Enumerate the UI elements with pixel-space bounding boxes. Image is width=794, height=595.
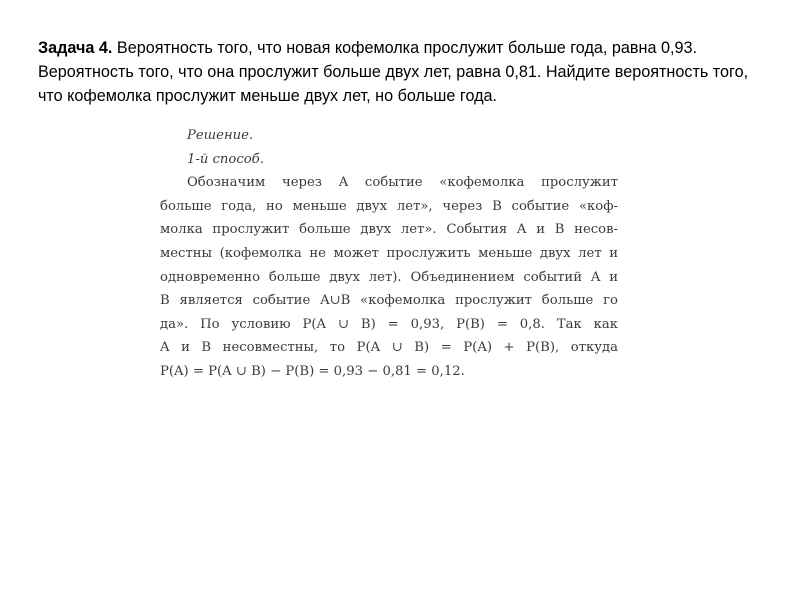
- solution-scan: [160, 124, 618, 384]
- solution-line: да». По условию P(A ∪ B) = 0,93, P(B) = 0,8. Так как: [160, 316, 618, 332]
- solution-method: 1-й способ.: [187, 151, 264, 167]
- solution-line: больше года, но меньше двух лет», через B событие «коф-: [160, 198, 618, 214]
- solution-line: местны (кофемолка не может прослужить меньше двух лет и: [160, 245, 618, 261]
- solution-line: одновременно больше двух лет). Объединением событий A и: [160, 269, 618, 285]
- problem-text: Вероятность того, что новая кофемолка прослужит больше года, равна 0,93. Вероятность того, что она прослужит больше двух лет, равна 0,81. Найдите вероятность того, что кофемолка прослужит меньше двух лет, но больше года.: [38, 39, 749, 105]
- solution-line: B является событие A∪B «кофемолка прослужит больше го: [160, 293, 618, 309]
- solution-line: молка прослужит больше двух лет». События A и B несов-: [160, 222, 618, 238]
- problem-statement: [38, 36, 760, 108]
- solution-line: Обозначим через A событие «кофемолка прослужит: [187, 175, 618, 191]
- solution-line: P(A) = P(A ∪ B) − P(B) = 0,93 − 0,81 = 0,12.: [160, 363, 465, 379]
- solution-body: [160, 171, 618, 383]
- problem-label: Задача 4.: [38, 39, 113, 57]
- solution-heading: Решение.: [187, 128, 254, 143]
- solution-line: A и B несовместны, то P(A ∪ B) = P(A) + P(B), откуда: [160, 340, 618, 356]
